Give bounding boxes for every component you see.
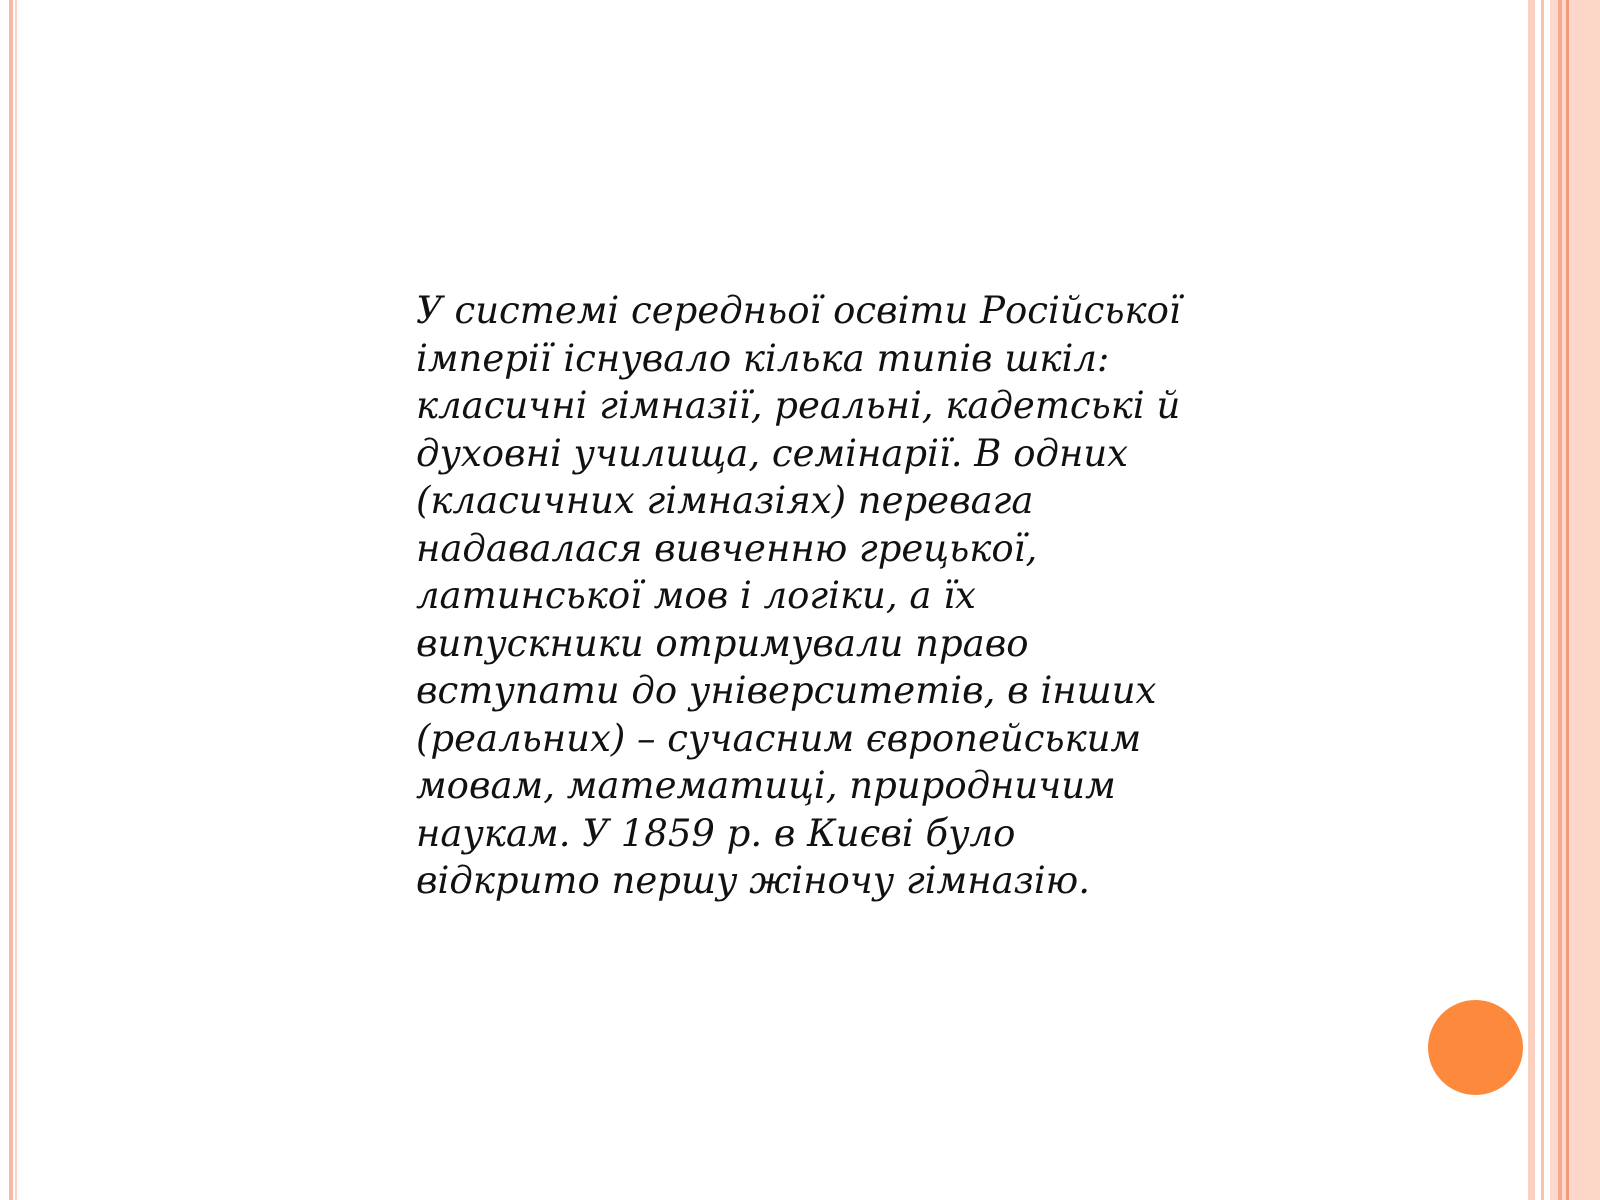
body-line: класичні гімназії, реальні, кадетські й: [416, 384, 1181, 427]
right-band-stripe: [1558, 0, 1562, 1200]
body-line: мовам, математиці, природничим: [416, 764, 1116, 807]
body-line: випускники отримували право: [416, 621, 1029, 665]
body-line: відкрито першу жіночу гімназію.: [416, 859, 1091, 902]
right-border-line: [1528, 0, 1535, 1200]
slide-body-text: [416, 287, 1206, 905]
right-border-line-thin: [1541, 0, 1544, 1200]
body-line: (класичних гімназіях) перевага: [416, 479, 1034, 522]
body-line: духовні училища, семінарії. В одних: [416, 431, 1129, 475]
body-line: надавалася вивченню грецької,: [416, 526, 1038, 570]
body-line: наукам. У 1859 р. в Києві було: [416, 811, 1016, 855]
decorative-circle-icon: [1428, 1000, 1523, 1095]
body-line: вступати до університетів, в інших: [416, 669, 1157, 712]
left-border-line: [9, 0, 13, 1200]
body-line: імперії існувало кілька типів шкіл:: [416, 336, 1110, 380]
right-band-stripe-dark: [1566, 0, 1569, 1200]
right-band-edge: [1574, 0, 1600, 1200]
body-line: латинської мов і логіки, а їх: [416, 574, 976, 617]
left-border-line-inner: [15, 0, 17, 1200]
body-line: (реальних) – сучасним європейським: [416, 716, 1142, 760]
body-line: У системі середньої освіти Російської: [416, 289, 1181, 332]
